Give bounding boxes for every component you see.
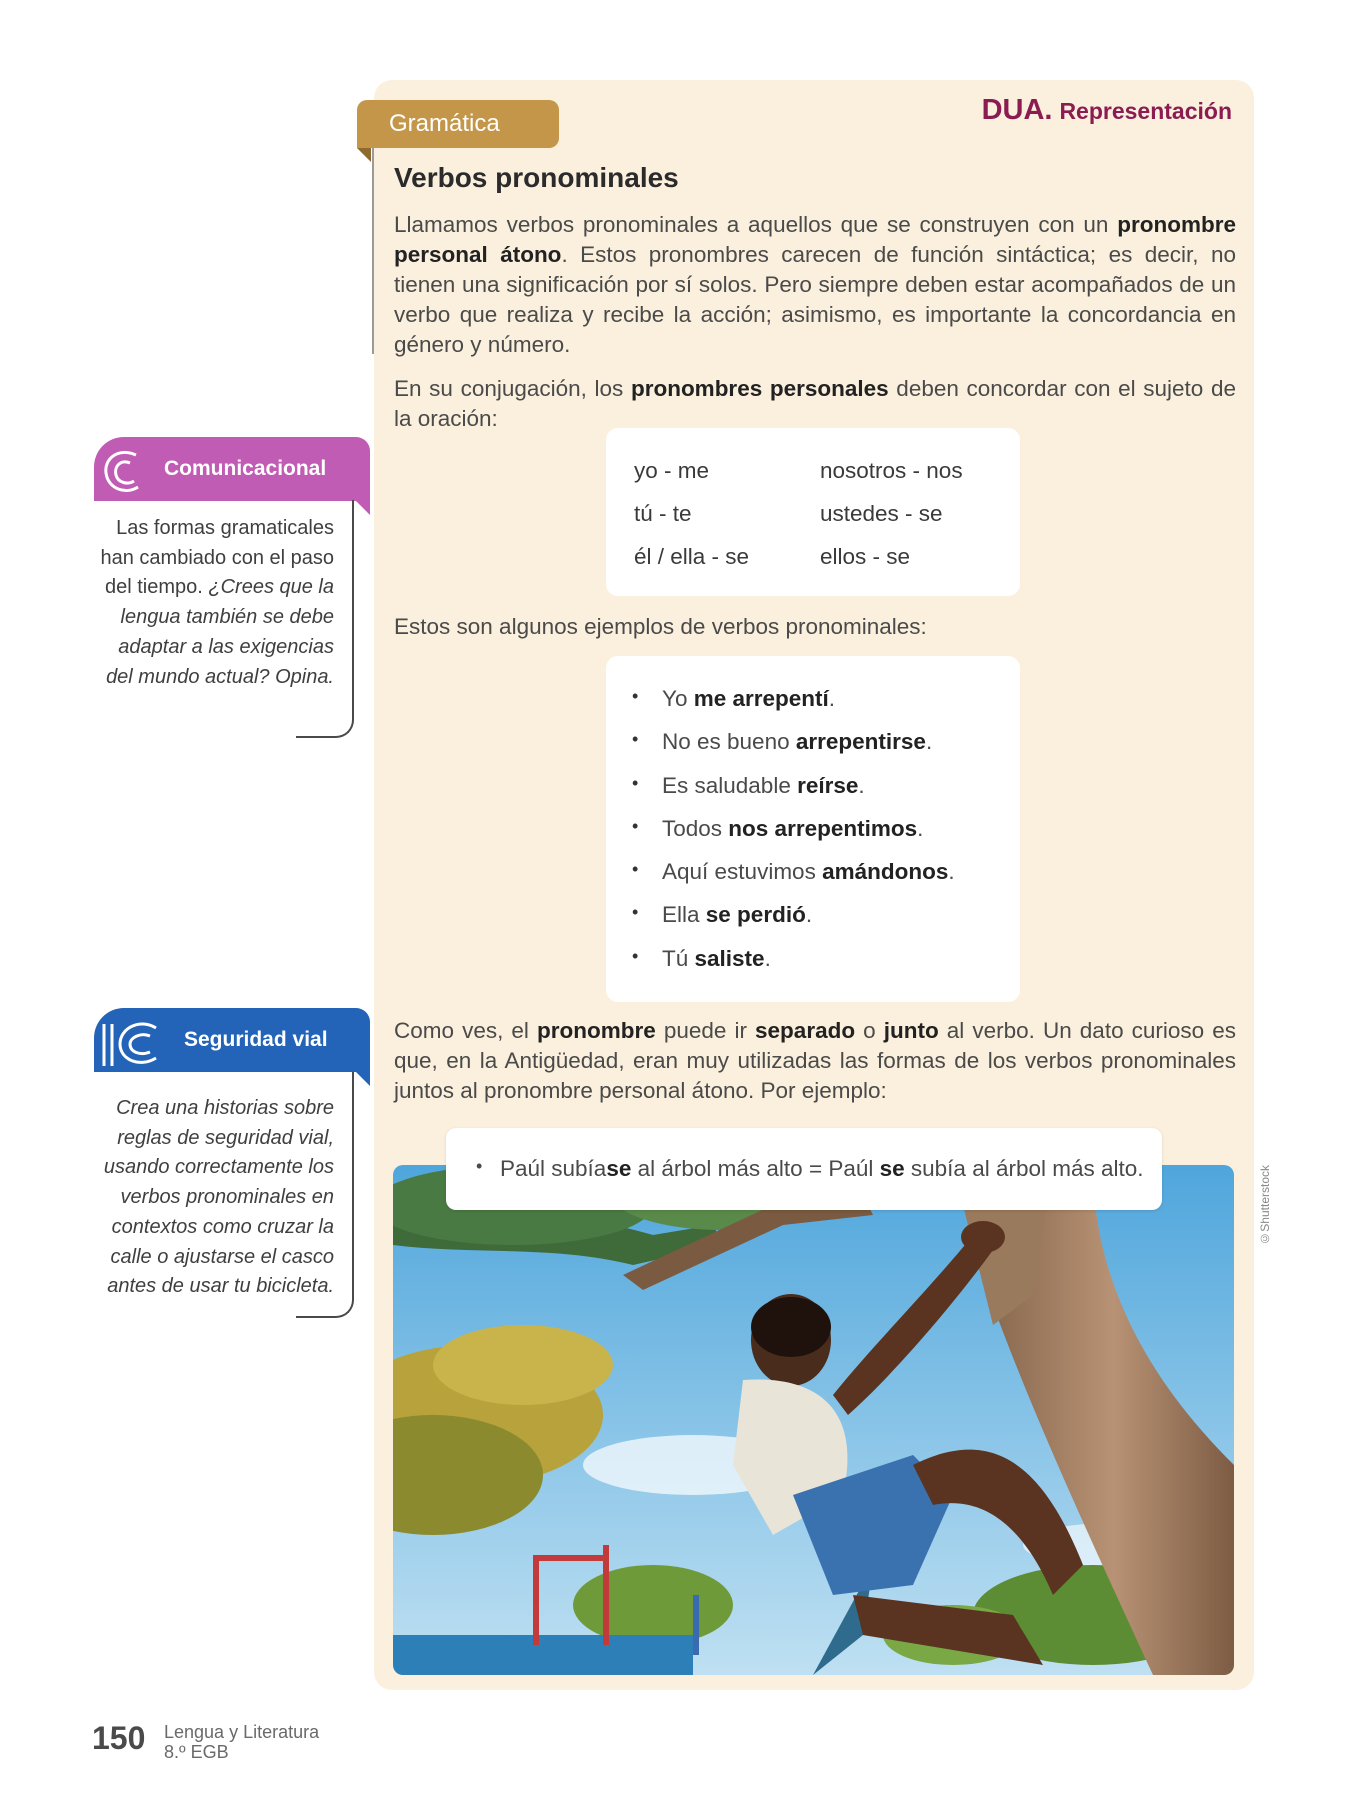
bold-term: se bbox=[606, 1156, 632, 1181]
bold-term: nos arrepentimos bbox=[728, 815, 918, 841]
examples-box bbox=[606, 656, 1020, 1002]
text-run: subía al árbol más alto. bbox=[904, 1156, 1144, 1181]
example-item bbox=[632, 859, 955, 902]
bold-term: pronombre bbox=[537, 1018, 656, 1043]
tab-rule bbox=[372, 148, 374, 354]
text-run: Llamamos verbos pronominales a aquellos que se construyen con un bbox=[394, 212, 1118, 237]
text-run: . bbox=[948, 859, 955, 885]
pronoun-cell: nosotros - nos bbox=[820, 458, 963, 483]
seguridad-vial-fold bbox=[356, 1072, 370, 1086]
text-run: . bbox=[764, 945, 771, 971]
comunicacional-text-plain: Las formas gramaticales han cambiado con el paso del tiempo. bbox=[100, 517, 334, 599]
example-item bbox=[632, 816, 955, 859]
text-run: En su conjugación, los bbox=[394, 376, 631, 401]
bold-term: pronombres personales bbox=[630, 376, 889, 401]
bold-term: junto bbox=[883, 1018, 939, 1043]
pronoun-cell: ustedes - se bbox=[820, 501, 943, 526]
bold-term: me arrepentí bbox=[693, 686, 829, 711]
archaic-example-box bbox=[446, 1128, 1162, 1210]
gramatica-tab: Gramática bbox=[357, 100, 559, 148]
comunicacional-label: Comunicacional bbox=[164, 457, 327, 480]
archaic-example bbox=[476, 1156, 1144, 1182]
example-item bbox=[632, 773, 955, 816]
page-margin bbox=[930, 60, 1260, 80]
bold-term: se perdió bbox=[705, 902, 806, 928]
text-run: . bbox=[925, 729, 933, 755]
paragraph-examples-intro: Estos son algunos ejemplos de verbos pronominales: bbox=[394, 614, 927, 639]
pronoun-cell: tú - te bbox=[634, 501, 692, 526]
text-run: Paúl subía bbox=[500, 1156, 607, 1181]
footer-subject-name: Lengua y Literatura bbox=[164, 1722, 320, 1742]
pronoun-cell: ellos - se bbox=[820, 544, 911, 569]
bold-term: pronombre personal átono bbox=[394, 212, 1236, 267]
footer-grade: 8.º EGB bbox=[164, 1742, 229, 1762]
pronoun-cell: yo - me bbox=[634, 458, 710, 483]
text-run: Aquí estuvimos bbox=[662, 859, 823, 885]
page-number: 150 bbox=[92, 1720, 146, 1756]
paragraph-definition bbox=[394, 210, 1236, 360]
tab-fold bbox=[357, 148, 371, 162]
text-run: . bbox=[828, 686, 836, 711]
pronoun-table bbox=[606, 428, 1020, 596]
comunicacional-text-question: ¿Crees que la lengua también se debe adaptar a las exigencias del mundo actual? Opina. bbox=[106, 576, 334, 688]
text-run: . Estos pronombres carecen de función sintáctica; es decir, no tienen una significación por sí solos. Pero siempre deben estar acompañados de un verbo que realiza y recibe la acción; asimismo, es importante la concordancia en género y número. bbox=[394, 242, 1236, 357]
example-item bbox=[632, 902, 955, 945]
dua-subtitle: Representación bbox=[1059, 98, 1232, 124]
text-run: Como ves, el bbox=[394, 1018, 537, 1043]
section-title: Verbos pronominales bbox=[394, 162, 679, 193]
bold-term: se bbox=[879, 1156, 905, 1181]
illustration-svg bbox=[393, 1165, 1234, 1675]
comunicacional-fold bbox=[356, 501, 370, 515]
dua-heading bbox=[982, 94, 1232, 127]
bold-term: reírse bbox=[797, 772, 859, 798]
text-run: Todos bbox=[662, 815, 729, 841]
text-run: al árbol más alto = Paúl bbox=[631, 1156, 880, 1181]
seguridad-vial-text-italic: Crea una historias sobre reglas de seguridad vial, usando correctamente los verbos pronominales en contextos como cruzar la calle o ajustarse el casco antes de usar tu bicicleta. bbox=[103, 1097, 334, 1298]
text-run: al verbo. Un dato curioso es que, en la Antigüedad, eran muy utilizadas las formas de los verbos pronominales juntos al pronombre personal átono. Por ejemplo: bbox=[394, 1018, 1237, 1103]
bold-term: saliste bbox=[694, 945, 765, 971]
dua-label: DUA. bbox=[981, 94, 1053, 126]
photo-credit: ©Shutterstock bbox=[1258, 1165, 1272, 1246]
text-run: o bbox=[855, 1018, 884, 1043]
bold-term: arrepentirse bbox=[795, 729, 926, 755]
text-run: No es bueno bbox=[662, 729, 796, 755]
example-item bbox=[632, 686, 955, 729]
paragraph-conjugation bbox=[394, 374, 1236, 434]
text-run: . bbox=[917, 815, 924, 841]
comunicacional-bracket bbox=[296, 500, 354, 738]
seguridad-vial-icon bbox=[98, 1014, 164, 1074]
seguridad-vial-bracket bbox=[296, 1072, 354, 1318]
text-run: Ella bbox=[662, 902, 706, 928]
paragraph-curiosity bbox=[394, 1016, 1236, 1106]
text-run: . bbox=[805, 902, 813, 928]
text-run: puede ir bbox=[655, 1018, 756, 1043]
seguridad-vial-label: Seguridad vial bbox=[184, 1028, 328, 1051]
bold-term: amándonos bbox=[822, 859, 949, 885]
text-run: deben concordar con el sujeto de la oración: bbox=[394, 376, 1236, 431]
seguridad-vial-tab bbox=[94, 1008, 370, 1072]
boy-climbing-tree-illustration bbox=[393, 1165, 1234, 1675]
text-run: Es saludable bbox=[662, 772, 798, 798]
examples-list bbox=[632, 686, 955, 989]
pronoun-cell: él / ella - se bbox=[634, 544, 750, 569]
example-item bbox=[632, 946, 955, 989]
text-run: Tú bbox=[662, 945, 695, 971]
comunicacional-tab bbox=[94, 437, 370, 501]
comunicacional-icon bbox=[98, 443, 148, 503]
footer-subject bbox=[164, 1722, 319, 1762]
bold-term: separado bbox=[755, 1018, 856, 1043]
text-run: . bbox=[858, 772, 865, 798]
text-run: Yo bbox=[662, 686, 694, 711]
example-item bbox=[632, 729, 955, 772]
